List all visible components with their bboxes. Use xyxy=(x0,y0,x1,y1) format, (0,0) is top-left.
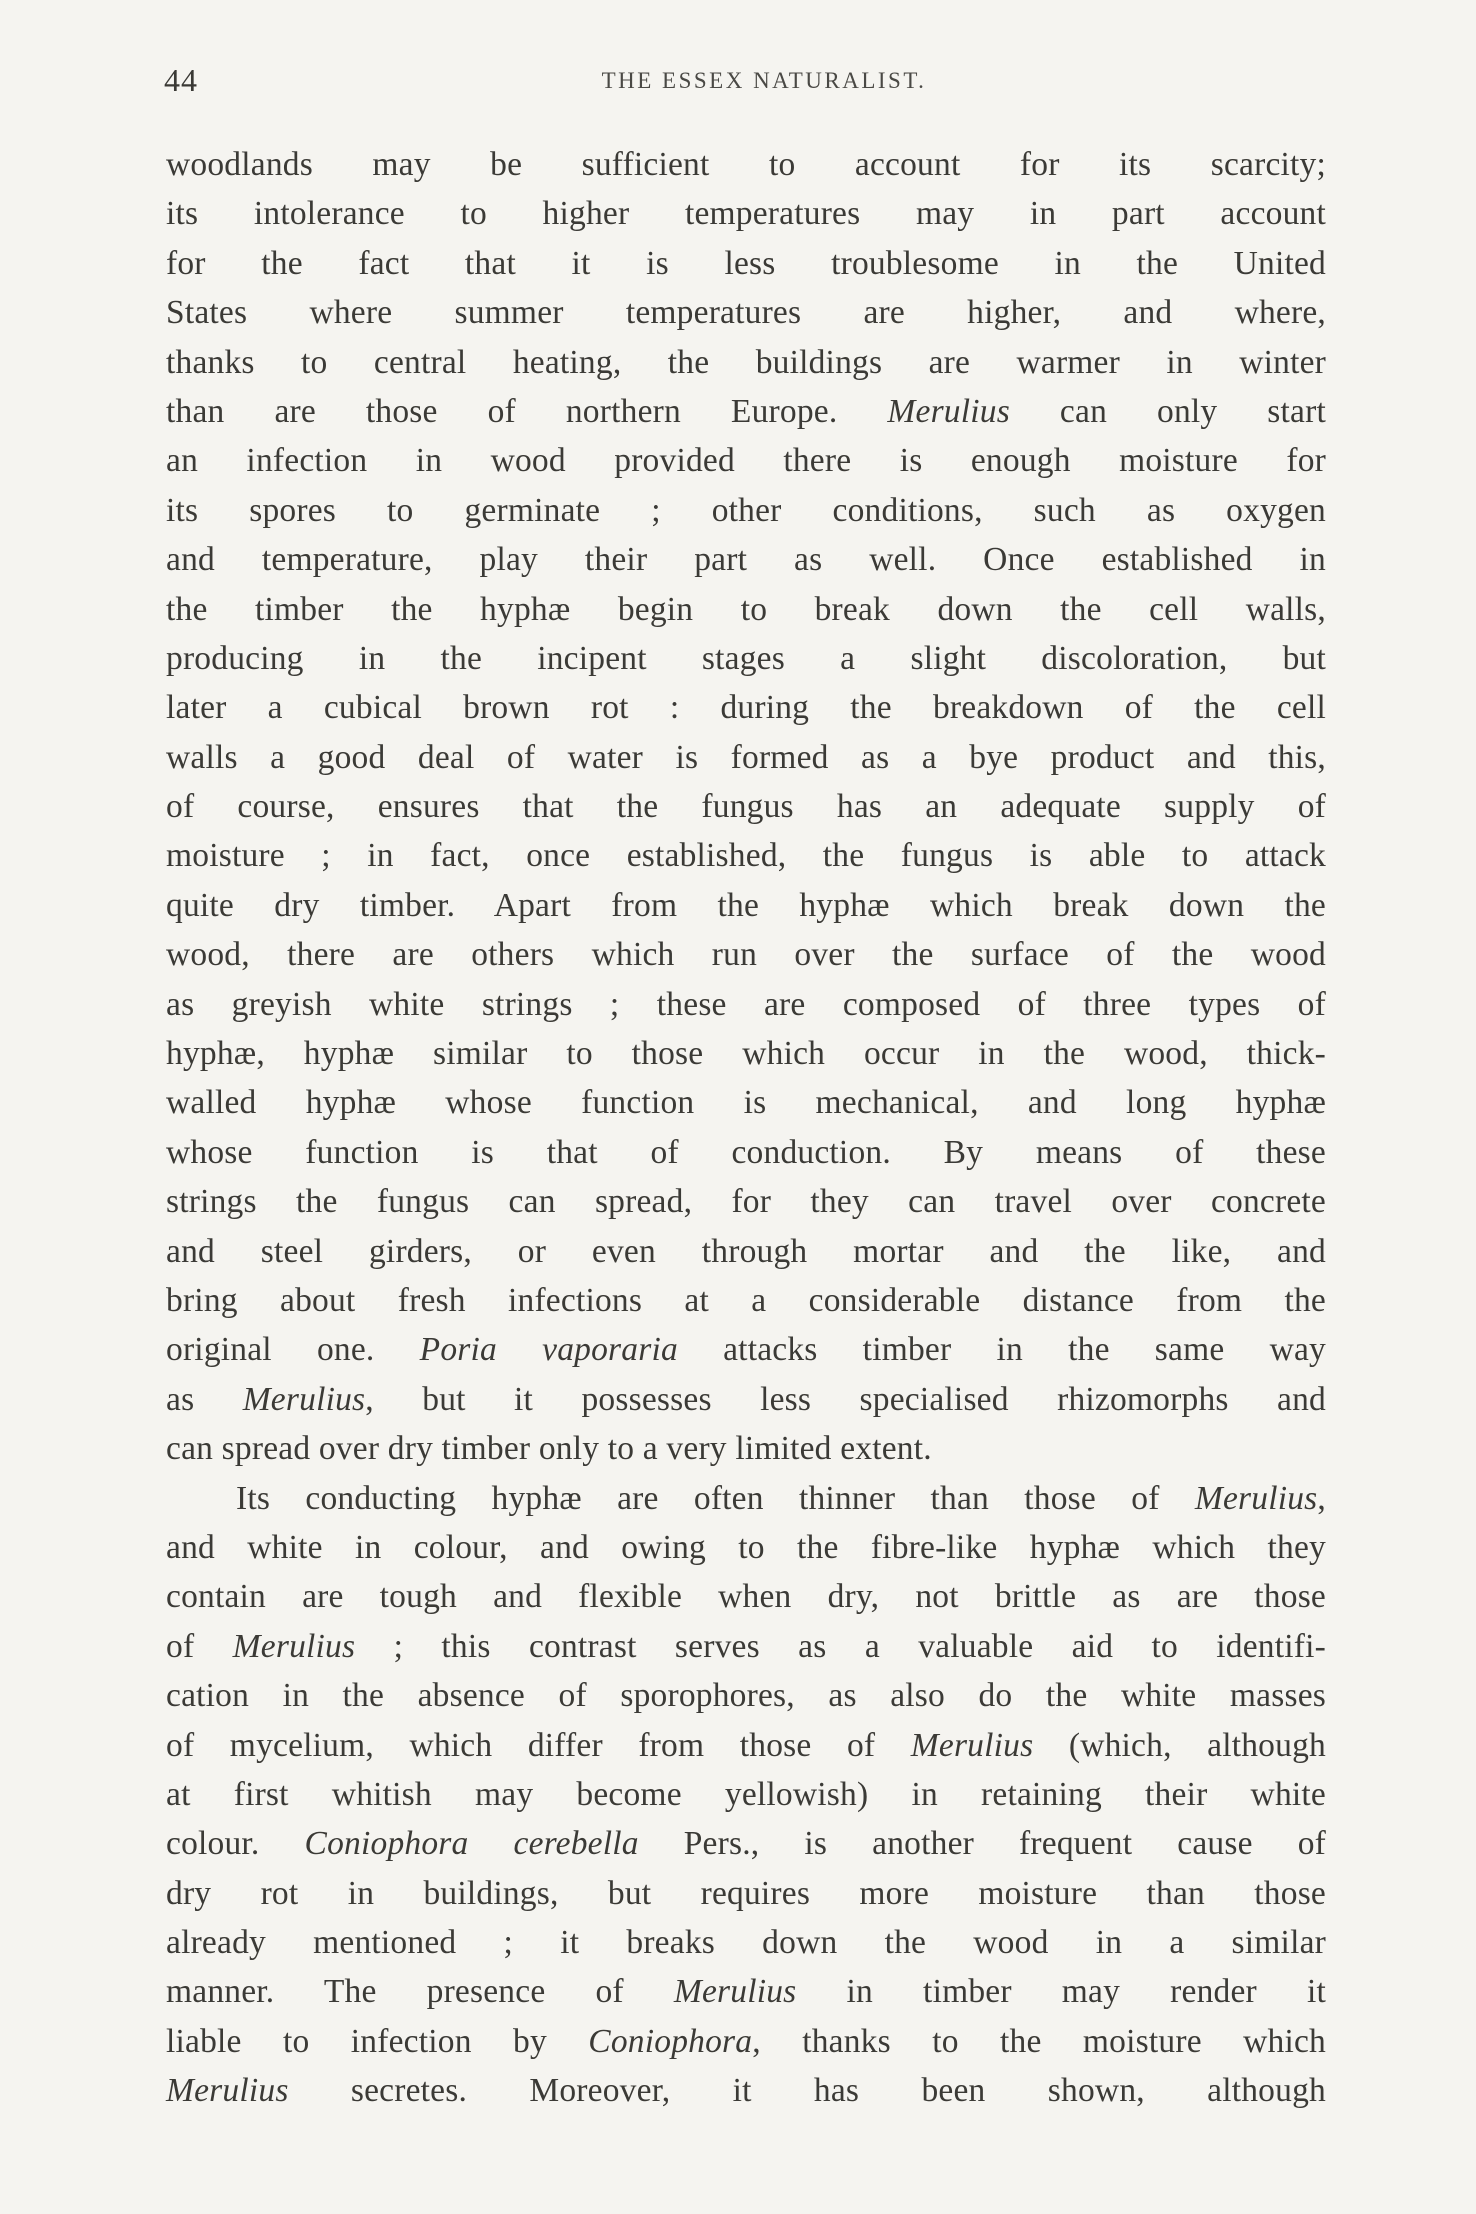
text-segment: and temperature, play their part as well. Once established in xyxy=(166,541,1326,579)
text-segment: secretes. Moreover, it has been shown, although xyxy=(288,2072,1326,2110)
body-text xyxy=(166,140,1326,2116)
text-segment: hyphæ, hyphæ similar to those which occur in the wood, thick- xyxy=(166,1035,1326,1073)
text-segment: and white in colour, and owing to the fibre-like hyphæ which they xyxy=(166,1528,1326,1566)
text-line xyxy=(166,1671,1326,1720)
text-segment: ; this contrast serves as a valuable aid to identifi- xyxy=(355,1627,1326,1665)
text-segment: and steel girders, or even through mortar and the like, and xyxy=(166,1232,1326,1270)
text-segment: States where summer temperatures are higher, and where, xyxy=(166,294,1326,332)
text-segment: attacks timber in the same way xyxy=(677,1331,1326,1369)
text-segment: colour. xyxy=(166,1825,305,1863)
italic-term: Merulius xyxy=(887,392,1010,430)
text-line xyxy=(166,1325,1326,1374)
italic-term: Merulius xyxy=(166,2072,289,2110)
text-segment: its spores to germinate ; other conditions, such as oxygen xyxy=(166,491,1326,529)
text-line xyxy=(166,239,1326,288)
text-segment: whose function is that of conduction. By means of these xyxy=(166,1133,1326,1171)
italic-term: Merulius xyxy=(1194,1479,1318,1517)
text-line xyxy=(166,140,1326,189)
text-line xyxy=(166,1721,1326,1770)
text-line xyxy=(166,1227,1326,1276)
text-line xyxy=(166,2017,1326,2066)
text-segment: moisture ; in fact, once established, the fungus is able to attack xyxy=(166,837,1326,875)
text-line xyxy=(166,1869,1326,1918)
text-segment: thanks to central heating, the buildings are warmer in winter xyxy=(166,343,1326,381)
text-segment: the timber the hyphæ begin to break down the cell walls, xyxy=(166,590,1326,628)
text-segment: liable to infection by xyxy=(166,2022,589,2060)
text-line xyxy=(166,782,1326,831)
text-line xyxy=(166,288,1326,337)
text-segment: of mycelium, which differ from those of xyxy=(166,1726,911,1764)
text-segment: , xyxy=(1317,1479,1326,1517)
text-segment: in timber may render it xyxy=(796,1973,1326,2011)
text-segment: as greyish white strings ; these are composed of three types of xyxy=(166,985,1326,1023)
page-number: 44 xyxy=(164,62,198,98)
text-line xyxy=(166,1918,1326,1967)
text-segment: woodlands may be sufficient to account for its scarcity; xyxy=(166,146,1326,183)
text-segment: original one. xyxy=(166,1331,420,1369)
text-line xyxy=(166,1474,1326,1523)
text-line xyxy=(166,634,1326,683)
text-segment: wood, there are others which run over the surface of the wood xyxy=(166,936,1326,974)
text-segment: of xyxy=(166,1627,233,1665)
text-segment: (which, although xyxy=(1033,1726,1326,1764)
italic-term: Poria vaporaria xyxy=(419,1331,678,1369)
text-line xyxy=(166,436,1326,485)
text-segment: already mentioned ; it breaks down the wood in a similar xyxy=(166,1924,1326,1962)
text-segment: as xyxy=(166,1380,243,1418)
text-line xyxy=(166,733,1326,782)
text-segment: cation in the absence of sporophores, as also do the white masses xyxy=(166,1677,1326,1715)
italic-term: Merulius xyxy=(673,1973,797,2011)
text-line xyxy=(166,1424,1326,1473)
text-segment: manner. The presence of xyxy=(166,1973,674,2011)
text-line xyxy=(166,831,1326,880)
text-line xyxy=(166,1819,1326,1868)
text-line xyxy=(166,189,1326,238)
text-segment: its intolerance to higher temperatures may in part account xyxy=(166,195,1326,233)
text-segment: bring about fresh infections at a considerable distance from the xyxy=(166,1281,1326,1319)
text-segment: at first whitish may become yellowish) in retaining their white xyxy=(166,1775,1326,1813)
text-line xyxy=(166,881,1326,930)
page-header xyxy=(164,62,1324,112)
text-segment: walled hyphæ whose function is mechanical, and long hyphæ xyxy=(166,1084,1326,1122)
italic-term: Coniophora cerebella xyxy=(304,1825,639,1863)
text-line xyxy=(166,683,1326,732)
text-line xyxy=(166,1523,1326,1572)
text-segment: , thanks to the moisture which xyxy=(752,2022,1326,2060)
text-segment: later a cubical brown rot : during the breakdown of the cell xyxy=(166,689,1326,727)
text-line xyxy=(166,486,1326,535)
text-segment: of course, ensures that the fungus has an adequate supply of xyxy=(166,788,1326,826)
italic-term: Coniophora xyxy=(588,2022,753,2060)
text-segment: strings the fungus can spread, for they can travel over concrete xyxy=(166,1183,1326,1221)
text-line xyxy=(166,1572,1326,1621)
text-segment: an infection in wood provided there is enough moisture for xyxy=(166,442,1326,480)
text-segment: Its conducting hyphæ are often thinner than those of xyxy=(236,1479,1195,1517)
text-line xyxy=(166,930,1326,979)
running-head: THE ESSEX NATURALIST. xyxy=(601,68,927,93)
text-line xyxy=(166,1622,1326,1671)
text-line xyxy=(166,1029,1326,1078)
text-line xyxy=(166,1967,1326,2016)
text-line xyxy=(166,535,1326,584)
text-segment: for the fact that it is less troublesome in the United xyxy=(166,244,1326,282)
text-segment: Pers., is another frequent cause of xyxy=(638,1825,1327,1863)
text-line xyxy=(166,1177,1326,1226)
text-line xyxy=(166,1276,1326,1325)
text-line xyxy=(166,980,1326,1029)
text-line xyxy=(166,1128,1326,1177)
text-segment: can only start xyxy=(1009,392,1326,430)
text-segment: quite dry timber. Apart from the hyphæ which break down the xyxy=(166,886,1326,924)
italic-term: Merulius xyxy=(910,1726,1034,1764)
text-segment: walls a good deal of water is formed as a bye product and this, xyxy=(166,738,1326,776)
text-line xyxy=(166,1770,1326,1819)
text-line xyxy=(166,2066,1326,2115)
text-line xyxy=(166,1375,1326,1424)
text-line xyxy=(166,387,1326,436)
text-segment: than are those of northern Europe. xyxy=(166,392,888,430)
text-segment: dry rot in buildings, but requires more moisture than those xyxy=(166,1874,1326,1912)
text-segment: , but it possesses less specialised rhizomorphs and xyxy=(365,1380,1326,1418)
text-segment: contain are tough and flexible when dry, not brittle as are those xyxy=(166,1578,1326,1616)
italic-term: Merulius xyxy=(242,1380,366,1418)
text-segment: producing in the incipent stages a slight discoloration, but xyxy=(166,639,1326,677)
italic-term: Merulius xyxy=(232,1627,356,1665)
text-line xyxy=(166,585,1326,634)
text-segment: can spread over dry timber only to a very limited extent. xyxy=(166,1430,932,1468)
text-line xyxy=(166,1078,1326,1127)
text-line xyxy=(166,338,1326,387)
